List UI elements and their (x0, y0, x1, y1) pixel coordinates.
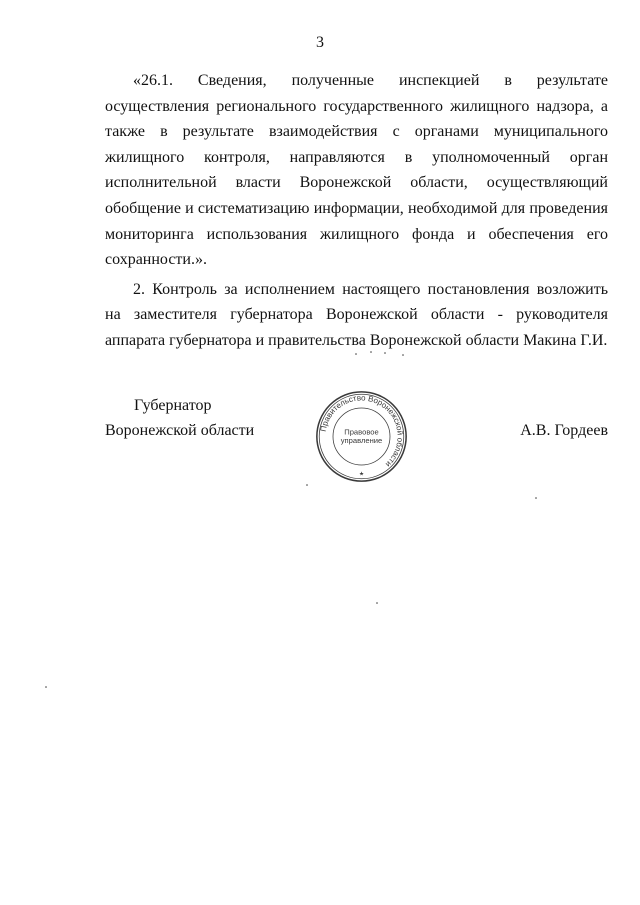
signature-block (105, 393, 608, 493)
scan-speck (535, 497, 537, 499)
scan-speck (402, 354, 404, 356)
signer-region: Воронежской области (105, 422, 255, 439)
signer-name: А.В. Гордеев (520, 422, 608, 439)
scan-speck (376, 602, 378, 604)
stamp-star-icon: ★ (358, 471, 365, 478)
signer-title: Губернатор (134, 397, 212, 414)
scan-speck (370, 351, 372, 353)
scan-speck (355, 353, 357, 355)
paragraph-26-1: «26.1. Сведения, полученные инспекцией в результате осуществления регионального государственного жилищного надзора, а также в результате взаимодействия с органами муниципального жилищного контроля, направляются в уполномоченный орган исполнительной власти Воронежской области, осуществляющий обобщение и систематизацию информации, необходимой для проведения мониторинга использования жилищного фонда и обеспечения его сохранности.». (105, 72, 608, 269)
document-body (105, 68, 608, 358)
stamp-center-line1: Правовое (344, 427, 379, 437)
official-stamp (314, 389, 409, 484)
stamp-ring-text: Правительство Воронежской области (318, 393, 405, 469)
stamp-center-line2: управление (340, 436, 383, 446)
scan-speck (45, 686, 47, 688)
scan-speck (384, 352, 386, 354)
paragraph-control: 2. Контроль за исполнением настоящего постановления возложить на заместителя губернатора Воронежской области - руководителя аппарата губернатора и правительства Воронежской области Макина Г.И. (105, 280, 608, 349)
page-number: 3 (316, 34, 324, 51)
scan-speck (306, 484, 308, 486)
